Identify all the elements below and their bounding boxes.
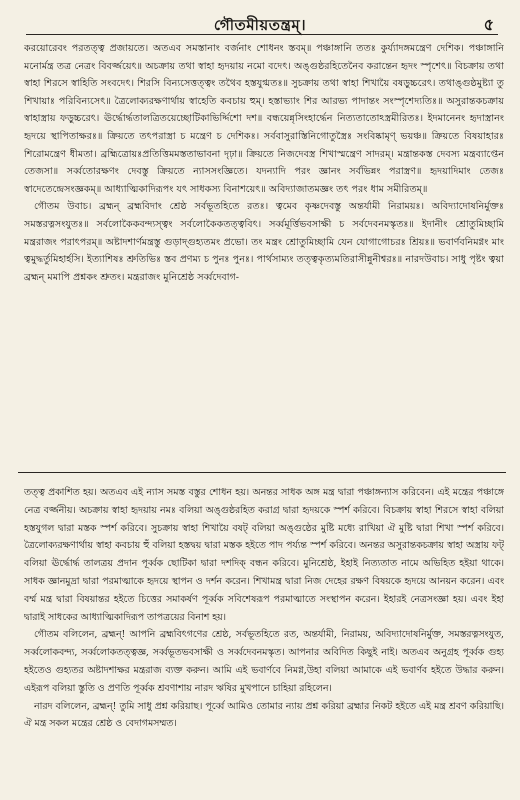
bengali-paragraph-3: নারদ বলিলেন, ব্রহ্মন্! তুমি সাধু প্রশ্ন করিয়াছ। পূর্ব্বে আমিও তোমার ন্যায় প্রশ্ন করিয়া ব্রহ্মার নিকট হইতে এই মন্ত্র শ্রবণ করিয়াছি। ঐ মন্ত্র সকল মন্ত্রের শ্রেষ্ঠ ও বেদাগমসম্মত। <box>24 700 504 730</box>
sanskrit-paragraph-2: গৌতম উবাচ। ব্রহ্মন্ ব্রহ্মবিদাং শ্রেষ্ঠ সর্বভূতহিতে রতঃ। ত্বমেব কৃষ্ণদেবস্তু অন্তর্যামী নিরাময়ঃ। অবিদ্যাদোষনির্মুক্তঃ সমস্তরত্নসংযুতঃ॥ সর্বলোকৈকবন্দ্যস্ত্বং সর্বলোকৈকতত্ত্ববিৎ। সর্ব্বমূর্ত্তিভবসাক্ষী চ সর্বদেবনমস্কৃতঃ॥ ইদানীং শ্রোতুমিচ্ছামি মন্ত্ররাজং পরাৎপরম্॥ অষ্টাদশার্ণমন্ত্রস্তু গুড়াদ্গুহ্যতমং প্রভো। তং মন্ত্রং শ্রোতুমিচ্ছামি যেন যোগাগোচরঃ শ্রিয়ঃ॥ ভবার্ণবনিমগ্নং মাং ত্বমুদ্ধর্তুমিহার্হসি। ইত্যাশিষঃ শ্রুতিভিঃ স্তব প্রণম্য চ পুনঃ পুনঃ। পার্থসাম্যং তত্ত্বকৃত্যমতিরাসীন্নুনীশ্বরঃ॥ নারদউবাচ। সাধু পৃষ্টং ত্বয়া ব্রহ্মন্ মমাপি প্রশ্নকং শ্রুতং। মন্ত্ররাজং মুনিশ্রেষ্ঠ সর্ব্বদেবাগ- <box>24 201 504 283</box>
sanskrit-verse-section <box>24 40 504 466</box>
section-divider <box>18 472 506 473</box>
page-number: ৫ <box>483 15 494 34</box>
page-title: গৌতমীয়তন্ত্রম্। <box>213 16 307 34</box>
bengali-translation-section <box>24 484 504 796</box>
bengali-paragraph-2: গৌতম বলিলেন, ব্রহ্মন্! আপনি ব্রহ্মবিৎগণের শ্রেষ্ঠ, সর্বভূতহিতে রত, অন্তর্যামী, নিরাময়, অবিদ্যাদোষনির্মুক্ত, সমস্তরত্নসংযুত, সর্ব্বলোকবন্দ্য, সর্ব্বলোকতত্ত্বজ্ঞ, সর্ব্বভূতভবসাক্ষী ও সর্ব্বদেবনমস্কৃত। আপনার অবিদিত কিছুই নাই। অতএব অনুগ্রহ পূর্ব্বক গুহ্য হইতেও গুহ্যতর অষ্টাদশাক্ষর মন্ত্ররাজ ব্যক্ত করুন। আমি এই ভবার্ণবে নিমগ্ন,উহা বলিয়া আমাকে এই ভবার্ণব হইতে উদ্ধার করুন। এইরূপ বলিয়া স্তুতি ও প্রণতি পূর্ব্বক শ্রবণাশায় নারদ ঋষির মুখপানে চাহিয়া রহিলেন। <box>24 629 504 694</box>
header-rule <box>26 34 498 35</box>
sanskrit-paragraph-1: করয়োরেবং পরতত্ত্ব প্রজায়তে। অতএব সমস্তানাং বর্জনাং শোধনং স্তবম্॥ পঞ্চাঙ্গানি ততঃ কুর্য্যাদঙ্গমন্ত্রেণ দেশিক। পঞ্চাঙ্গানি মনোর্মন্ত্র তত্র নেত্রং বিবর্জ্জয়েৎ॥ অচক্রায় তথা স্বাহা হৃদয়ায় নমো বদেৎ। অঙ্গুষ্ঠরহিতেনৈব করান্তেন হৃদং স্পৃশেৎ॥ বিচক্রায় তথা স্বাহা শিরসে স্বাহিতি সংবদেৎ। শিরসি বিন্যসেত্তত্ত্বং তথৈব হস্তযুগ্মতঃ॥ সুচক্রায় তথা স্বাহা শিখায়ৈ বষড়ুচ্চরেৎ। তথাঙ্গুষ্ঠমুষ্ট্যা তু শিখায়াঃ পরিবিন্যসেৎ॥ ত্রৈলোক্যরক্ষণার্থায় স্বাহেতি কবচায় হুম্। হস্তাভ্যাং শির আরভ্য পাদান্তং সংস্পৃশেদ্যতিঃ॥ অসুরান্তকচক্রায় স্বাহাস্ত্রায় ফড়ুচ্চরেৎ। ঊর্দ্ধোর্দ্ধতালত্রিতয়েচ্ছোটিকাভির্দ্দিশো দশ॥ বন্ধয়েন্নৃসিংহার্দ্ধেন নিত্যতাতোঽস্ত্রমীরিতঃ। ইদমানেনং হৃদাস্ত্রানং হৃদয়ে স্থাপিতাক্ষরঃ॥ ক্রিয়তে তৎপরাস্ত্রা চ মন্ত্রেণ চ দেশিকঃ। সর্ববাসুরাস্তিনিগোতুস্ত্রৈঃ সংবিষ্কামৃণ্ ভয়ঞ্চ॥ ক্রিয়তে বিষয়াহারঃ শিরোমন্ত্রেণ ধীমতা। ব্রহ্মিত্রোয়ঃপ্রতিত্তিমমস্ততাভাবনা দৃঢ়া॥ ক্রিয়তে নিজদেবস্ত্র শিখাস্মন্ত্রেণ সাদরম্। মন্ত্রান্তকস্ত দেবস্য মন্ত্রব্যাপ্তেন তেজসা॥ সর্ব্বতোরক্ষণং দেবস্তু ক্রিয়তে ন্যাসসংজ্ঞিতে। যদন্যাদি পরং জ্ঞানং সর্বভিন্নং পরাস্ত্রণ॥ হৃদয়াদিমাং তেজঃ স্বাদেতেন্দ্রেসংজ্ঞকম্॥ আধ্যাত্মিকাদিরূপং যৎ সাধকস্য বিনাশয়েৎ॥ অবিদ্যাজাতমজ্ঞং তৎ পরং ধাম সমীরিতম্॥ <box>24 43 504 195</box>
bengali-paragraph-1: তত্ত্ব প্রকাশিত হয়। অতএব এই ন্যাস সমস্ত বস্তুর শোধন হয়। অনন্তর সাধক অঙ্গ মন্ত্র দ্বারা পঞ্চাঙ্গন্যাস করিবেন। এই মন্ত্রের পঞ্চাঙ্গে নেত্র বর্জ্জনীয়। অচক্রায় স্বাহা হৃদয়ায় নমঃ বলিয়া অঙ্গুষ্ঠরহিত করাগ্র দ্বারা হৃদয়কে স্পর্শ করিবে। বিচক্রায় স্বাহা শিরসে স্বাহা বলিয়া হস্তযুগল দ্বারা মস্তক স্পর্শ করিবে। সুচক্রায় স্বাহা শিখায়ৈ বষট্‌ বলিয়া অঙ্গুষ্ঠের মুষ্টি মধ্যে রাখিয়া ঐ মুষ্টি দ্বারা শিখা স্পর্শ করিবে। ত্রৈলোক্যরক্ষণার্থায় স্বাহা কবচায় হুঁ বলিয়া হস্তদ্বয় দ্বারা মস্তক হইতে পাদ পর্য্যন্ত স্পর্শ করিবে। অনন্তর অসুরান্তকচক্রায় স্বাহা অস্ত্রায় ফট্‌ বলিয়া ঊর্দ্ধোর্দ্ধ তালত্রয় প্রদান পূর্ব্বক ছোটিকা দ্বারা দশদিক্‌ বন্ধন করিবে। মুনিশ্রেষ্ঠ, ইহাই নিত্যতাত নামে অভিহিত হইয়া থাকে। সাধক জ্ঞানমুদ্রা দ্বারা পরমাত্মাকে হৃদয়ে স্থাপন ও দর্শন করেন। শিখামন্ত্র দ্বারা নিজ দেহের রক্ষণ বিষয়কে হৃদয়ে আনয়ন করেন। এবং বর্ম্ম মন্ত্র দ্বারা বিষয়ান্তর হইতে চিত্তের সমাকর্ষণ পূর্ব্বক সবিশেষরূপ পরমাত্মাতে সংস্থাপন করেন। ইহারই নেত্রসংজ্ঞা হয়। এবং ইহা দ্বারাই সাধকের আধ্যাত্মিকাদিরূপ তাপত্রয়ের বিনাশ হয়। <box>24 487 504 623</box>
page-header <box>0 0 520 40</box>
